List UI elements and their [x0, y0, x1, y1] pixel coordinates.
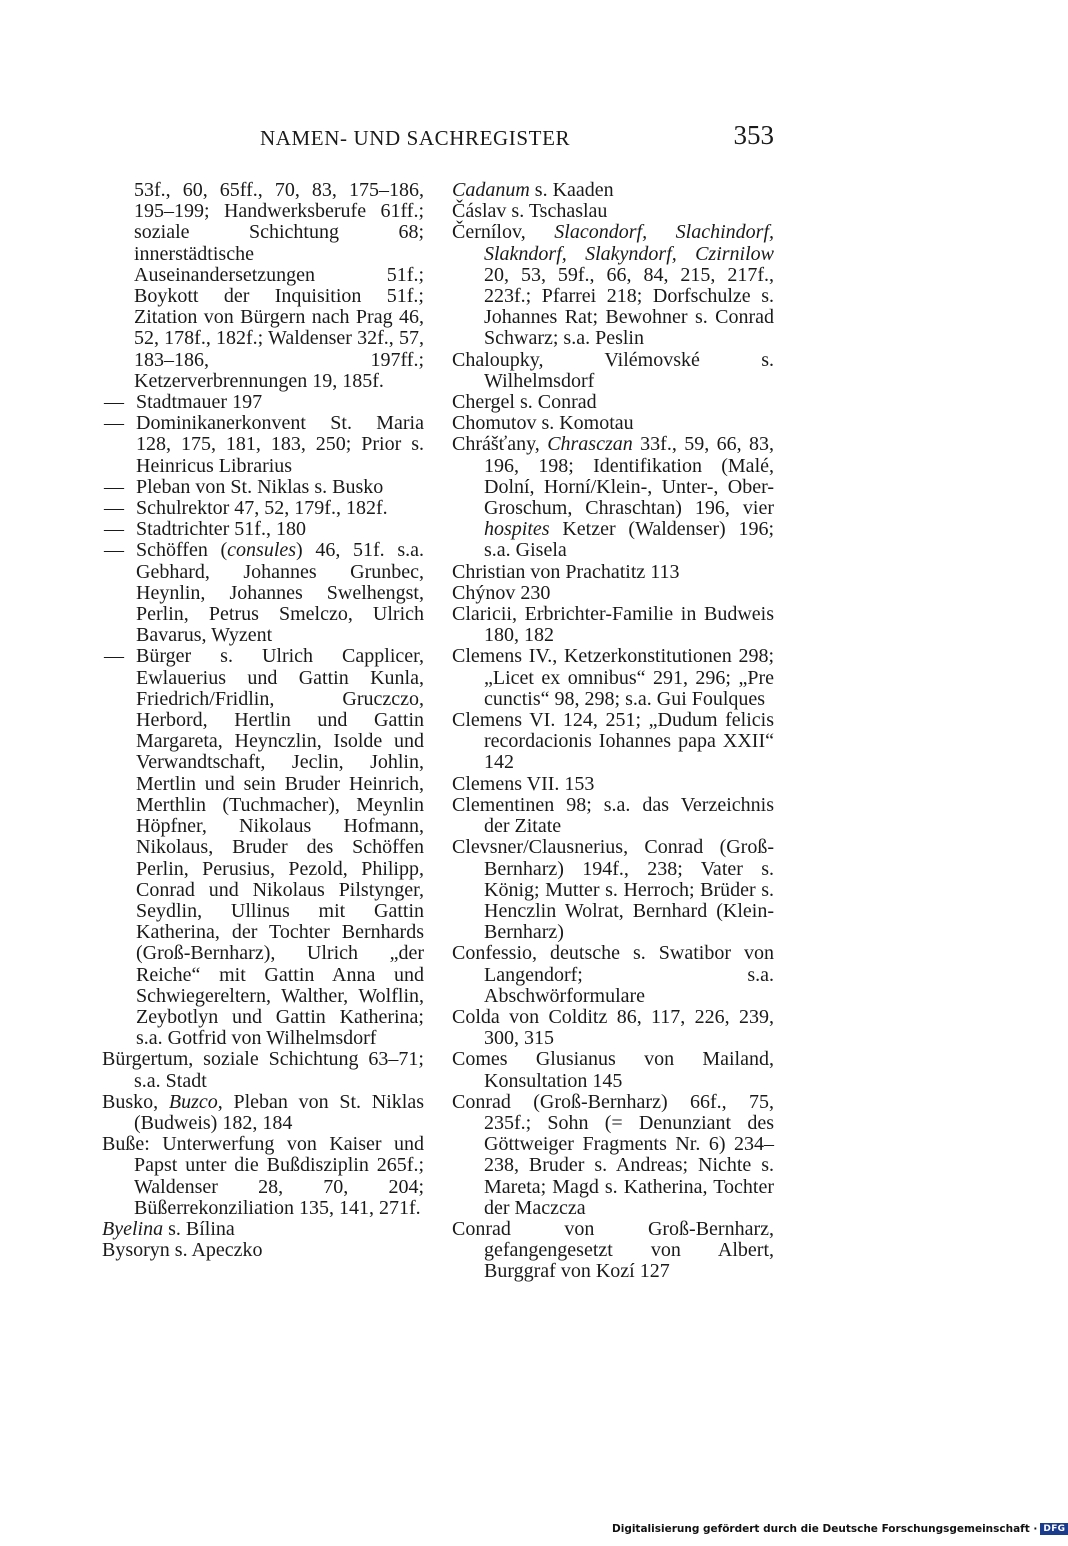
entry-text: Comes Glusianus von Mailand, Konsultation 145 [452, 1048, 774, 1092]
index-subentry [102, 413, 424, 477]
entry-text: Clemens IV., Ketzerkonstitutionen 298; „Licet ex omnibus“ 291, 296; „Pre cunctis“ 98, 298; s.a. Gui Foulques [452, 645, 774, 710]
digitization-footer [612, 1523, 1068, 1535]
index-entry [452, 434, 774, 561]
dfg-logo: DFG [1040, 1523, 1068, 1535]
entry-text: 33f., 59, 66, 83, 196, 198; Identifikation (Malé, Dolní, Horní/Klein-, Unter-, Ober-Groschum, Chraschtan) 196, vier [484, 433, 774, 520]
entry-text: Bürgertum, soziale Schichtung 63–71; s.a. Stadt [102, 1048, 424, 1092]
entry-text: Dominikanerkonvent St. Maria 128, 175, 181, 183, 250; Prior s. Heinricus Librarius [136, 412, 424, 477]
italic-term: hospites [484, 518, 550, 541]
index-subentry [102, 477, 424, 498]
index-subentry [102, 540, 424, 646]
entry-text: Clemens VI. 124, 251; „Dudum felicis recordacionis Iohannes papa XXII“ 142 [452, 709, 774, 774]
index-entry [452, 1092, 774, 1219]
subentry-dash: — [104, 391, 124, 414]
index-entry [452, 413, 774, 434]
entry-text: Clevsner/Clausnerius, Conrad (Groß-Bernharz) 194f., 238; Vater s. König; Mutter s. Herroch; Brüder s. Henczlin Wolrat, Bernhard (Klein-Bernharz) [452, 836, 774, 944]
running-title: NAMEN- UND SACHREGISTER [260, 126, 571, 150]
entry-text: Conrad (Groß-Bernharz) 66f., 75, 235f.; Sohn (= Denunziant des Göttweiger Fragments Nr. 6) 234–238, Bruder s. Andreas; Nichte s. Mareta; Magd s. Katherina, Tochter der Maczcza [452, 1090, 774, 1219]
subentry-dash: — [104, 645, 124, 668]
index-entry [452, 1007, 774, 1049]
index-entry [102, 1134, 424, 1219]
italic-term: Byelina [102, 1217, 164, 1240]
index-subentry [102, 646, 424, 1049]
index-subentry [102, 498, 424, 519]
index-entry [452, 222, 774, 349]
running-header [102, 118, 774, 158]
entry-text: Schöffen ( [136, 539, 228, 562]
entry-text: Buße: Unterwerfung von Kaiser und Papst unter die Bußdisziplin 265f.; Waldenser 28, 70, 204; Büßerrekonziliation 135, 141, 271f. [102, 1133, 424, 1219]
index-entry [452, 1049, 774, 1091]
index-subentry [102, 519, 424, 540]
index-entry [452, 837, 774, 943]
entry-text: Bysoryn s. Apeczko [102, 1239, 263, 1262]
index-entry [452, 392, 774, 413]
index-entry [452, 774, 774, 795]
index-entry [102, 1240, 424, 1261]
entry-text: Stadtrichter 51f., 180 [136, 518, 306, 541]
entry-text: Černílov, [452, 221, 555, 244]
index-entry [102, 1092, 424, 1134]
index-entry [452, 943, 774, 1007]
index-entry [452, 350, 774, 392]
index-entry [102, 180, 424, 392]
entry-text: 53f., 60, 65ff., 70, 83, 175–186, 195–199; Handwerksberufe 61ff.; soziale Schichtung 68; innerstädtische Auseinandersetzungen 51f.; Boykott der Inquisition 51f.; Zitation von Bürgern nach Prag 46, 52, 178f., 182f.; Waldenser 32f., 57, 183–186, 197ff.; Ketzerverbrennungen 19, 185f. [134, 179, 424, 392]
entry-text: Christian von Prachatitz 113 [452, 560, 680, 583]
footer-text: Digitalisierung gefördert durch die Deutsche Forschungsgemeinschaft · [612, 1523, 1038, 1535]
entry-text: Stadtmauer 197 [136, 391, 263, 414]
index-column-right [452, 180, 774, 1283]
entry-text: Chergel s. Conrad [452, 391, 597, 414]
entry-text: Schulrektor 47, 52, 179f., 182f. [136, 497, 388, 520]
entry-text: Pleban von St. Niklas s. Busko [136, 475, 384, 498]
entry-text: Confessio, deutsche s. Swatibor von Langendorf; s.a. Abschwörformulare [452, 942, 774, 1007]
subentry-dash: — [104, 518, 124, 541]
page-number: 353 [733, 120, 774, 150]
entry-text: Claricii, Erbrichter-Familie in Budweis 180, 182 [452, 603, 774, 647]
subentry-dash: — [104, 412, 124, 435]
italic-term: Slacondorf, Slachindorf, Slakndorf, Slakyndorf, Czirnilow [484, 221, 774, 265]
entry-text: Ketzer (Waldenser) 196; s.a. Gisela [484, 518, 774, 562]
entry-text: Čáslav s. Tschaslau [452, 200, 608, 223]
index-subentry [102, 392, 424, 413]
index-entry [452, 1219, 774, 1283]
entry-text: , Pleban von St. Niklas (Budweis) 182, 184 [134, 1090, 424, 1134]
index-entry [452, 646, 774, 710]
index-entry [452, 710, 774, 774]
index-entry [452, 201, 774, 222]
entry-text: 20, 53, 59f., 66, 84, 215, 217f., 223f.; Pfarrei 218; Dorfschulze s. Johannes Rat; Bewohner s. Conrad Schwarz; s.a. Peslin [484, 263, 774, 350]
index-entry [452, 180, 774, 201]
subentry-dash: — [104, 539, 124, 562]
index-entry [452, 562, 774, 583]
italic-term: Chrasczan [547, 433, 633, 456]
index-entry [452, 604, 774, 646]
italic-term: Buzco [168, 1090, 218, 1113]
entry-text: Chaloupky, Vilémovské s. Wilhelmsdorf [452, 348, 774, 392]
entry-text: Bürger s. Ulrich Capplicer, Ewlauerius und Gattin Kunla, Friedrich/Fridlin, Gruczczo, Herbord, Hertlin und Gattin Margareta, Heynczlin, Isolde und Verwandtschaft, Jeclin, Johlin, Mertlin und sein Bruder Heinrich, Merthlin (Tuchmacher), Meynlin Höpfner, Nikolaus Hofmann, Nikolaus, Bruder des Schöffen Perlin, Perusius, Pezold, Philipp, Conrad und Nikolaus Pilstynger, Seydlin, Ullinus mit Gattin Katherina, der Tochter Bernhards (Groß-Bernharz), Ulrich „der Reiche“ mit Gattin Anna und Schwiegereltern, Walther, Wolflin, Zeybotlyn und Gattin Katherina; s.a. Gotfrid von Wilhelmsdorf [136, 645, 424, 1050]
entry-text: Busko, [102, 1090, 169, 1113]
entry-text: Conrad von Groß-Bernharz, gefangengesetzt von Albert, Burggraf von Kozí 127 [452, 1217, 774, 1283]
entry-text: Clementinen 98; s.a. das Verzeichnis der Zitate [452, 793, 774, 838]
italic-term: consules [227, 539, 297, 562]
italic-term: Cadanum [452, 179, 530, 201]
entry-text: s. Kaaden [529, 179, 614, 201]
index-entry [102, 1219, 424, 1240]
entry-text: Chrášťany, [452, 433, 548, 456]
subentry-dash: — [104, 475, 124, 498]
entry-text: s. Bílina [163, 1217, 235, 1240]
entry-text: Colda von Colditz 86, 117, 226, 239, 300, 315 [452, 1005, 774, 1050]
index-entry [452, 583, 774, 604]
entry-text: Clemens VII. 153 [452, 772, 595, 795]
index-column-left [102, 180, 424, 1261]
entry-text: ) 46, 51f. s.a. Gebhard, Johannes Grunbec, Heynlin, Johannes Swelhengst, Perlin, Petrus Smelczo, Ulrich Bavarus, Wyzent [136, 539, 424, 647]
subentry-dash: — [104, 497, 124, 520]
index-entry [452, 795, 774, 837]
entry-text: Chomutov s. Komotau [452, 412, 634, 435]
index-entry [102, 1049, 424, 1091]
entry-text: Chýnov 230 [452, 581, 551, 604]
